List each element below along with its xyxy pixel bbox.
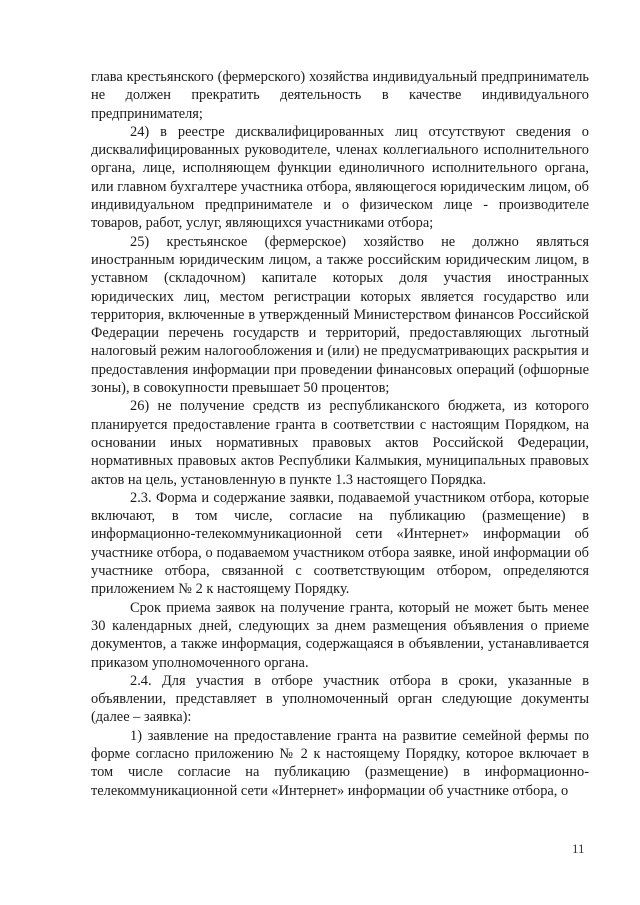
- paragraph-item-25: 25) крестьянское (фермерское) хозяйство не должно являться иностранным юридическим лицом, а также российским юридическим лицом, в уставном (складочном) капитале которых доля участия иностранных юридических лиц, местом регистрации которых является государство или территория, включенные в утвержденный Министерством финансов Российской Федерации перечень государств и территорий, предоставляющих льготный налоговый режим налогообложения и (или) не предусматривающих раскрытия и предоставления информации при проведении финансовых операций (офшорные зоны), в совокупности превышает 50 процентов;: [91, 233, 589, 397]
- paragraph-item-24: 24) в реестре дисквалифицированных лиц отсутствуют сведения о дисквалифицированных руководителе, членах коллегиального исполнительного органа, лице, исполняющем функции единоличного исполнительного органа, или главном бухгалтере участника отбора, являющегося юридическим лицом, об индивидуальном предпринимателе и о физическом лице - производителе товаров, работ, услуг, являющихся участниками отбора;: [91, 123, 589, 232]
- document-body: [91, 68, 589, 800]
- page-number: 11: [572, 841, 585, 856]
- paragraph-continuation: глава крестьянского (фермерского) хозяйства индивидуальный предприниматель не должен прекратить деятельность в качестве индивидуального предпринимателя;: [91, 69, 589, 122]
- paragraph-item-26: 26) не получение средств из республиканского бюджета, из которого планируется предоставление гранта в соответствии с настоящим Порядком, на основании иных нормативных правовых актов Российской Федерации, нормативных правовых актов Республики Калмыкия, муниципальных правовых актов на цель, установленную в пункте 1.3 настоящего Порядка.: [91, 398, 589, 488]
- paragraph-deadline: Срок приема заявок на получение гранта, который не может быть менее 30 календарных дней, следующих за днем размещения объявления о приеме документов, а также информация, содержащаяся в объявлении, устанавливается приказом уполномоченного органа.: [91, 599, 589, 671]
- paragraph-item-1: 1) заявление на предоставление гранта на развитие семейной фермы по форме согласно приложению № 2 к настоящему Порядку, которое включает в том числе согласие на публикацию (размещение) в информационно-телекоммуникационной сети «Интернет» информации об участнике отбора, о: [91, 727, 589, 799]
- paragraph-2-4: 2.4. Для участия в отборе участник отбора в сроки, указанные в объявлении, представляет в уполномоченный орган следующие документы (далее – заявка):: [91, 672, 589, 726]
- paragraph-2-3: 2.3. Форма и содержание заявки, подаваемой участником отбора, которые включают, в том числе, согласие на публикацию (размещение) в информационно-телекоммуникационной сети «Интернет» информации об участнике отбора, о подаваемом участником отбора заявке, иной информации об участнике отбора, связанной с соответствующим отбором, определяются приложением № 2 к настоящему Порядку.: [91, 489, 589, 598]
